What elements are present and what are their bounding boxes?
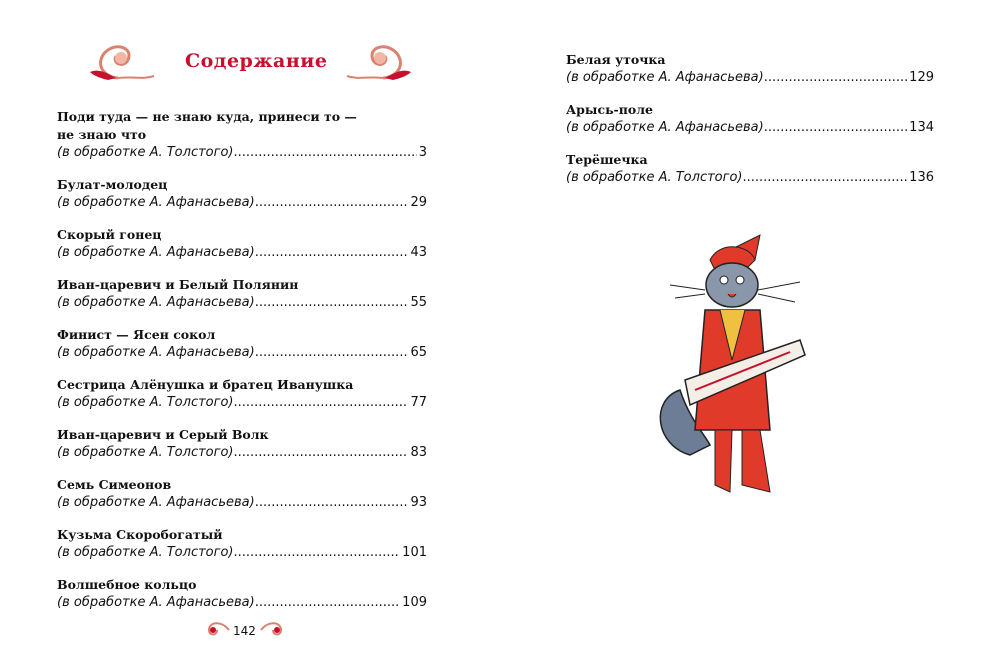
entry-author: (в обработке А. Афанасьева) <box>566 70 764 85</box>
entry-author: (в обработке А. Афанасьева) <box>57 245 255 260</box>
dot-leader <box>255 594 400 612</box>
entry-page: 77 <box>410 395 427 410</box>
page-number-ornament-left-icon <box>203 618 231 642</box>
dot-leader <box>764 119 907 137</box>
toc-entry[interactable] <box>57 426 427 476</box>
entry-author: (в обработке А. Толстого) <box>57 145 234 160</box>
entry-page: 43 <box>410 245 427 260</box>
entry-page: 136 <box>909 170 934 185</box>
dot-leader <box>742 169 907 187</box>
dot-leader <box>764 69 907 87</box>
entry-title: Скорый гонец <box>57 227 162 242</box>
ornament-left-icon <box>88 38 158 83</box>
entry-title: Сестрица Алёнушка и братец Иванушка <box>57 377 354 392</box>
dot-leader <box>233 444 408 462</box>
toc-entry[interactable] <box>57 376 427 426</box>
entry-title: Белая уточка <box>566 52 666 67</box>
toc-entry[interactable] <box>57 326 427 376</box>
toc-entry[interactable] <box>57 108 427 176</box>
toc-entry[interactable] <box>57 276 427 326</box>
entry-author: (в обработке А. Афанасьева) <box>57 495 255 510</box>
entry-title: Поди туда — не знаю куда, принеси то — <box>57 109 357 124</box>
entry-author: (в обработке А. Афанасьева) <box>57 195 255 210</box>
entry-page: 29 <box>410 195 427 210</box>
entry-title: Финист — Ясен сокол <box>57 327 216 342</box>
toc-entry[interactable] <box>566 101 934 151</box>
entry-title: Волшебное кольцо <box>57 577 197 592</box>
ornament-right-icon <box>343 38 413 83</box>
entry-author: (в обработке А. Толстого) <box>57 445 234 460</box>
entry-page: 129 <box>909 70 934 85</box>
entry-title: Кузьма Скоробогатый <box>57 527 223 542</box>
toc-entry[interactable] <box>57 526 427 576</box>
toc-heading: Содержание <box>185 50 328 72</box>
entry-title: Булат-молодец <box>57 177 168 192</box>
entry-title: Иван-царевич и Серый Волк <box>57 427 269 442</box>
entry-page: 55 <box>410 295 427 310</box>
toc-entry[interactable] <box>57 476 427 526</box>
entry-title: Арысь-поле <box>566 102 653 117</box>
entry-page: 134 <box>909 120 934 135</box>
entry-title: Терёшечка <box>566 152 648 167</box>
dot-leader <box>255 294 409 312</box>
toc-entry[interactable] <box>566 151 934 201</box>
page-number: 142 <box>233 624 256 638</box>
toc-left-column <box>57 108 427 626</box>
dot-leader <box>233 394 408 412</box>
dot-leader <box>233 144 416 162</box>
toc-entry[interactable] <box>566 51 934 101</box>
cat-with-gusli-illustration <box>650 230 810 500</box>
page-number-ornament-right-icon <box>259 618 287 642</box>
entry-page: 65 <box>410 345 427 360</box>
entry-author: (в обработке А. Афанасьева) <box>57 295 255 310</box>
entry-title: Семь Симеонов <box>57 477 172 492</box>
entry-author: (в обработке А. Толстого) <box>57 545 234 560</box>
dot-leader <box>233 544 400 562</box>
toc-entry[interactable] <box>57 576 427 626</box>
dot-leader <box>255 494 409 512</box>
dot-leader <box>255 194 409 212</box>
dot-leader <box>255 244 409 262</box>
entry-author: (в обработке А. Толстого) <box>566 170 743 185</box>
entry-page: 93 <box>410 495 427 510</box>
toc-entry[interactable] <box>57 176 427 226</box>
entry-author: (в обработке А. Афанасьева) <box>57 595 255 610</box>
toc-right-column <box>566 51 934 201</box>
toc-entry[interactable] <box>57 226 427 276</box>
entry-author: (в обработке А. Толстого) <box>57 395 234 410</box>
entry-title-cont: не знаю что <box>57 127 147 142</box>
entry-page: 109 <box>402 595 427 610</box>
entry-page: 3 <box>418 145 427 160</box>
entry-page: 101 <box>402 545 427 560</box>
entry-page: 83 <box>410 445 427 460</box>
entry-author: (в обработке А. Афанасьева) <box>57 345 255 360</box>
dot-leader <box>255 344 409 362</box>
entry-author: (в обработке А. Афанасьева) <box>566 120 764 135</box>
entry-title: Иван-царевич и Белый Полянин <box>57 277 299 292</box>
